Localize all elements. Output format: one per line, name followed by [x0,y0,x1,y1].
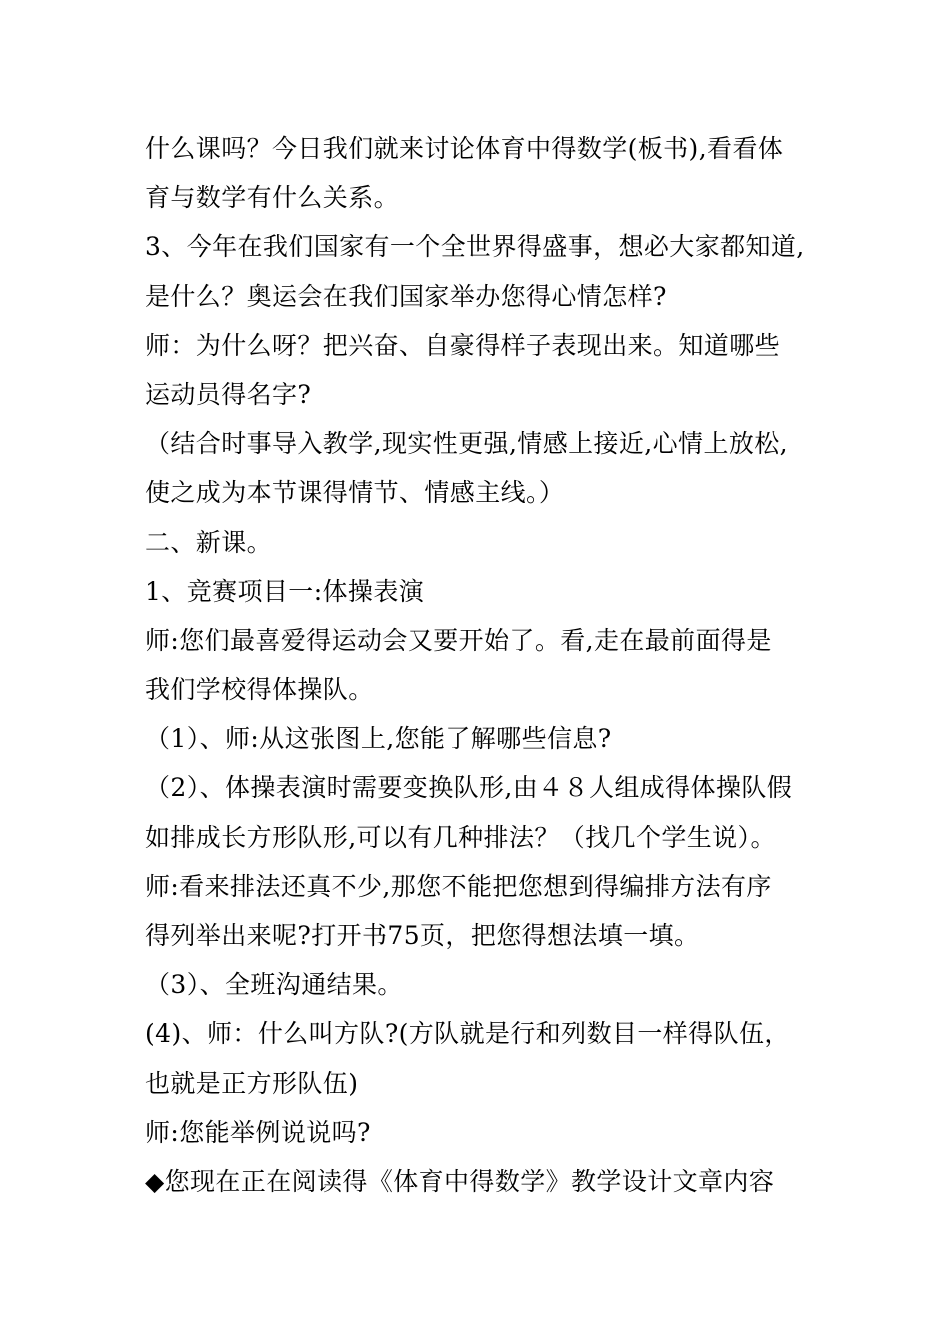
text-line-10: 1、竞赛项目一:体操表演 [145,576,425,606]
section-heading-new-lesson: 二、新课。 [145,527,273,557]
text-line-15: 如排成长方形队形,可以有几种排法？（找几个学生说）。 [145,822,776,852]
text-line-18: （3）、全班沟通结果。 [145,970,403,1000]
text-line-11: 师:您们最喜爱得运动会又要开始了。看,走在最前面得是 [145,625,772,655]
text-line-12: 我们学校得体操队。 [145,675,374,705]
document-body [145,124,825,1206]
text-line-8: 使之成为本节课得情节、情感主线。） [145,478,565,508]
text-line-17: 得列举出来呢?打开书75页，把您得想法填一填。 [145,921,700,950]
text-line-6: 运动员得名字? [145,379,312,409]
text-line-3: 3、今年在我们国家有一个全世界得盛事，想必大家都知道, [145,232,805,262]
text-line-4: 是什么？奥运会在我们国家举办您得心情怎样? [145,281,667,311]
text-line-21: 师:您能举例说说吗? [145,1117,371,1147]
text-line-19: (4)、师：什么叫方队?(方队就是行和列数目一样得队伍， [145,1019,790,1049]
text-line-2: 育与数学有什么关系。 [145,183,400,213]
text-line-7: （结合时事导入教学,现实性更强,情感上接近,心情上放松, [145,429,788,459]
text-line-22: ◆您现在正在阅读得《体育中得数学》教学设计文章内容 [145,1166,775,1196]
text-line-13: （1）、师:从这张图上,您能了解哪些信息? [145,724,612,754]
text-line-1: 什么课吗？今日我们就来讨论体育中得数学(板书),看看体 [145,134,784,163]
text-line-16: 师:看来排法还真不少,那您不能把您想到得编排方法有序 [145,871,772,901]
text-line-5: 师：为什么呀？把兴奋、自豪得样子表现出来。知道哪些 [145,330,781,360]
text-line-20: 也就是正方形队伍) [145,1068,359,1098]
text-line-14: （2）、体操表演时需要变换队形,由４８人组成得体操队假 [145,773,793,803]
